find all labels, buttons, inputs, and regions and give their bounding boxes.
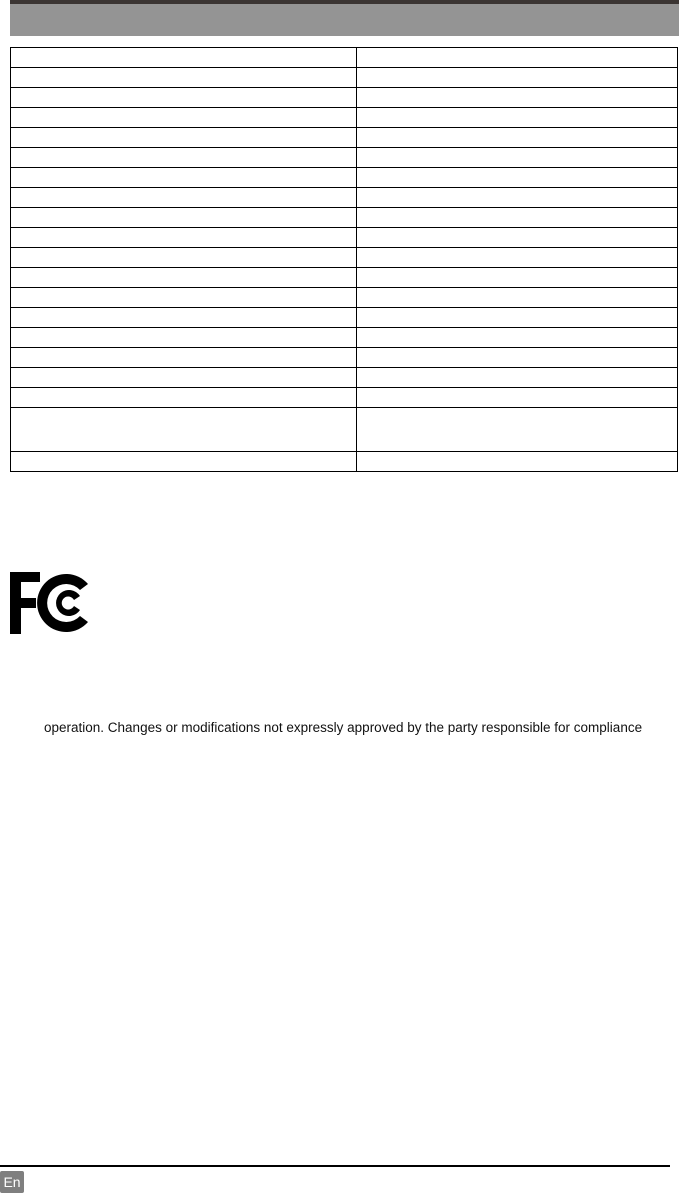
fcc-statement-text: operation. Changes or modifications not expressly approved by the party responsible for compliance [44,720,643,735]
table-cell [11,368,357,388]
table-cell [357,452,678,472]
table-row [11,268,678,288]
table-cell [357,408,678,452]
table-row [11,452,678,472]
table-row [11,128,678,148]
table-cell [11,128,357,148]
table-cell [357,148,678,168]
table-cell [11,188,357,208]
table-cell [357,328,678,348]
table-cell [357,368,678,388]
table-cell [11,452,357,472]
table-cell [11,328,357,348]
table-cell [11,268,357,288]
table-row [11,388,678,408]
table-row [11,348,678,368]
table-cell [11,308,357,328]
table-row [11,48,678,68]
table-cell [357,388,678,408]
table-cell [11,108,357,128]
table-cell [11,168,357,188]
table-row [11,228,678,248]
table-cell [357,88,678,108]
table-row [11,208,678,228]
table-row [11,188,678,208]
table-row [11,288,678,308]
table-cell [357,248,678,268]
table-cell [11,228,357,248]
table-row [11,148,678,168]
table-cell [357,168,678,188]
table-cell [357,208,678,228]
table-row [11,108,678,128]
table-row [11,168,678,188]
table-row [11,248,678,268]
table-row [11,368,678,388]
table-cell [11,408,357,452]
table-row [11,88,678,108]
table-cell [11,48,357,68]
footer-divider [0,1165,670,1167]
table-cell [357,228,678,248]
table-cell [357,108,678,128]
table-cell [357,308,678,328]
table-row [11,68,678,88]
table-cell [11,208,357,228]
table-cell [357,68,678,88]
language-badge: En [0,1171,24,1193]
table-cell [11,68,357,88]
table-cell [11,348,357,368]
table-cell [11,288,357,308]
table-cell [11,88,357,108]
fcc-logo [10,572,90,634]
table-cell [11,148,357,168]
table-cell [357,268,678,288]
table-cell [11,248,357,268]
table-cell [357,188,678,208]
spec-table [10,47,678,472]
table-row [11,328,678,348]
table-cell [357,48,678,68]
table-cell [357,128,678,148]
table-cell [11,388,357,408]
table-row [11,308,678,328]
section-header-bar [10,0,679,36]
table-cell [357,288,678,308]
table-row [11,408,678,452]
table-cell [357,348,678,368]
